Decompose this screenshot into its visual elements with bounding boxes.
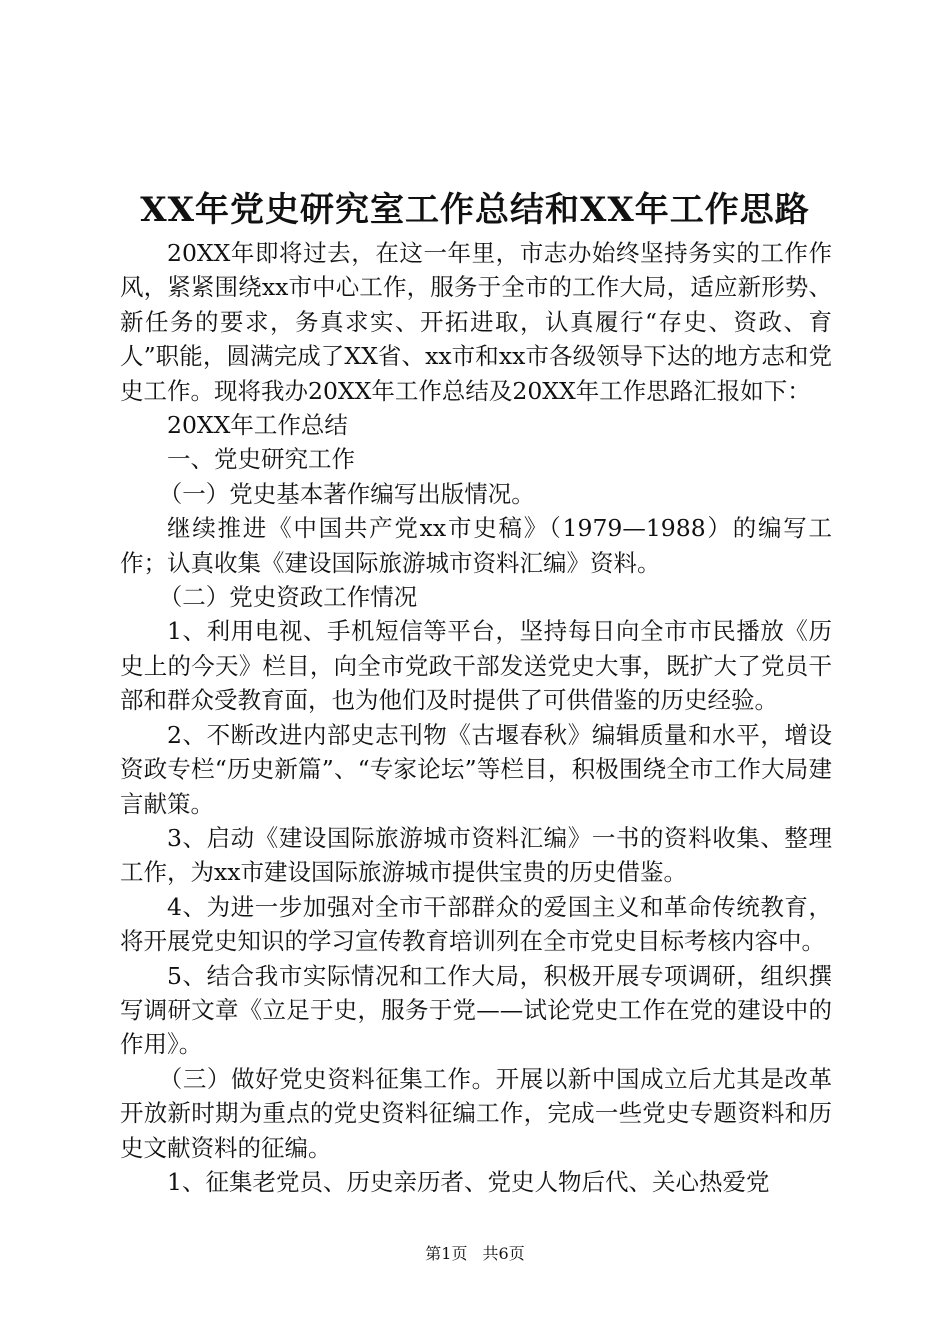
document-title: XX年党史研究室工作总结和XX年工作思路 [140, 190, 810, 230]
section-heading-party-history-research: 一、党史研究工作 [167, 445, 355, 474]
list-item-4: 4、为进一步加强对全市干部群众的爱国主义和革命传统教育，将开展党史知识的学习宣传教育培训列在全市党史目标考核内容中。 [120, 892, 832, 956]
document-body [120, 236, 832, 1199]
page-total: 共6页 [482, 1244, 525, 1263]
list-item-collection-1: 1、征集老党员、历史亲历者、党史人物后代、关心热爱党 [167, 1167, 770, 1196]
paragraph-intro: 20XX年即将过去，在这一年里，市志办始终坚持务实的工作作风，紧紧围绕xx市中心工作，服务于全市的工作大局，适应新形势、新任务的要求，务真求实、开拓进取，认真履行“存史、资政、育人”职能，圆满完成了XX省、xx市和xx市各级领导下达的地方志和党史工作。现将我办20XX年工作总结及20XX年工作思路汇报如下： [120, 239, 832, 405]
list-item-5: 5、结合我市实际情况和工作大局，积极开展专项调研，组织撰写调研文章《立足于史，服务于党——试论党史工作在党的建设中的作用》。 [120, 961, 832, 1059]
subsection-heading-1: （一）党史基本著作编写出版情况。 [158, 479, 535, 508]
paragraph-compilation: 继续推进《中国共产党xx市史稿》（1979—1988）的编写工作；认真收集《建设国际旅游城市资料汇编》资料。 [120, 514, 832, 577]
page-number: 第1页 [425, 1244, 468, 1263]
list-item-1: 1、利用电视、手机短信等平台，坚持每日向全市市民播放《历史上的今天》栏目，向全市党政干部发送党史大事，既扩大了党员干部和群众受教育面，也为他们及时提供了可供借鉴的历史经验。 [120, 617, 832, 715]
subsection-heading-2: （二）党史资政工作情况 [158, 583, 418, 612]
list-item-3: 3、启动《建设国际旅游城市资料汇编》一书的资料收集、整理工作，为xx市建设国际旅游城市提供宝贵的历史借鉴。 [120, 823, 832, 887]
subsection-heading-3: （三）做好党史资料征集工作。开展以新中国成立后尤其是改革开放新时期为重点的党史资料征编工作，完成一些党史专题资料和历史文献资料的征编。 [120, 1064, 832, 1162]
page-footer [0, 1244, 950, 1264]
list-item-2: 2、不断改进内部史志刊物《古堰春秋》编辑质量和水平，增设资政专栏“历史新篇”、“专家论坛”等栏目，积极围绕全市工作大局建言献策。 [120, 720, 832, 818]
section-heading-summary: 20XX年工作总结 [167, 411, 348, 440]
